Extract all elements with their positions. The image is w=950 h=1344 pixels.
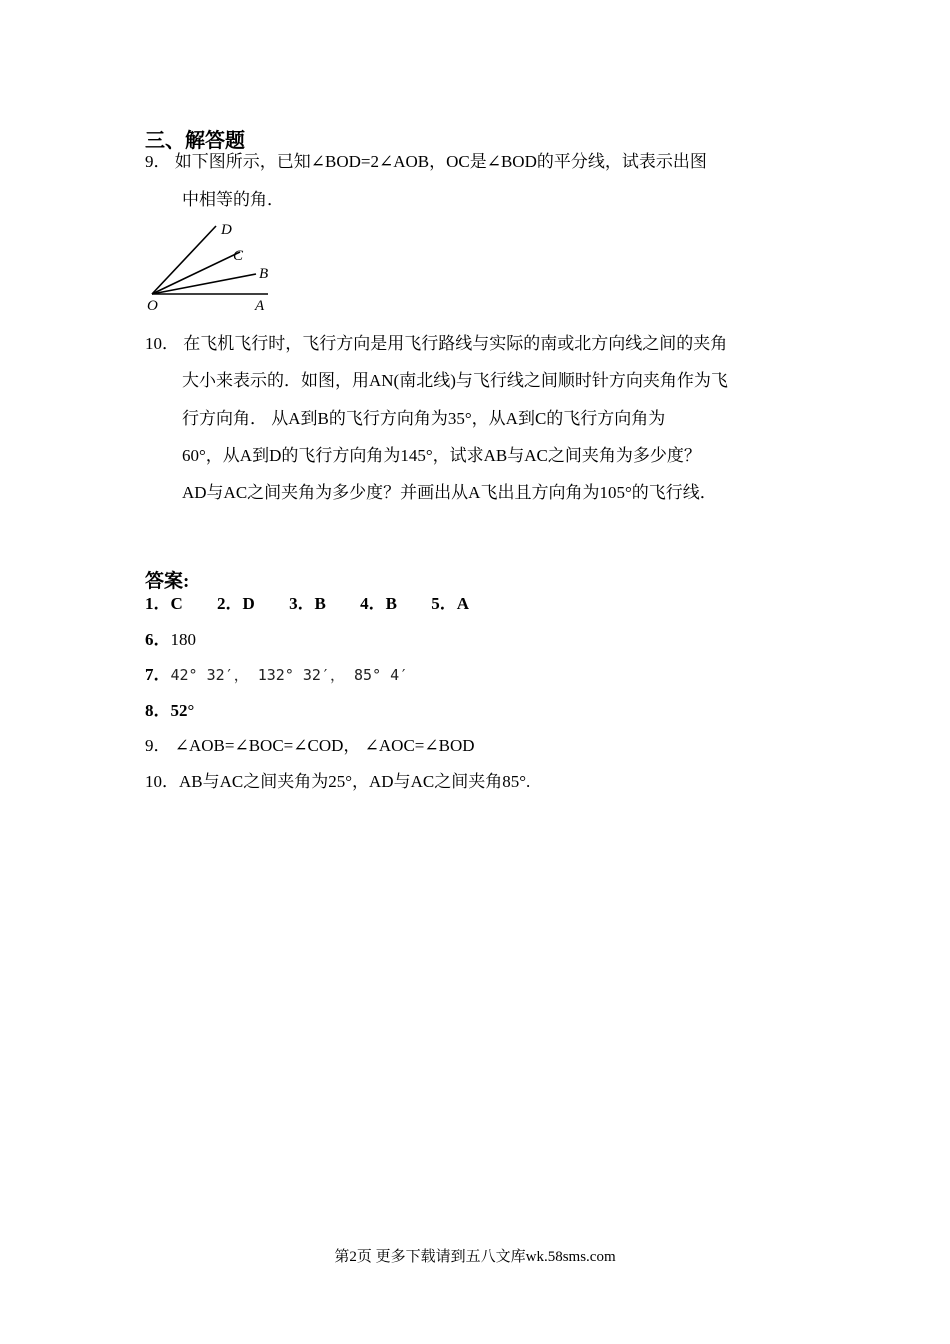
section-title: 三、解答题: [145, 130, 245, 152]
answer-7-number: 7．: [145, 665, 171, 684]
answer-4: 4．B: [360, 594, 397, 613]
label-c: C: [233, 248, 244, 264]
q10-line-3: 行方向角． 从A到B的飞行方向角为35°，从A到C的飞行方向角为: [182, 409, 666, 428]
answer-9: 9． ∠AOB=∠BOC=∠COD， ∠AOC=∠BOD: [145, 736, 475, 755]
answer-8: 8．52°: [145, 701, 195, 720]
answer-6-value: 180: [170, 630, 196, 649]
q10-line-4: 60°，从A到D的飞行方向角为145°，试求AB与AC之间夹角为多少度？: [182, 446, 701, 465]
page-footer: 第2页 更多下载请到五八文库wk.58sms.com: [334, 1249, 616, 1265]
q9-line-2: 中相等的角．: [182, 190, 284, 209]
answer-7: [145, 664, 408, 686]
answer-6-number: 6．: [145, 630, 171, 649]
q10-line-1: 10． 在飞机飞行时，飞行方向是用飞行路线与实际的南或北方向线之间的夹角: [145, 334, 728, 353]
answer-6: [145, 629, 196, 651]
label-a: A: [255, 298, 265, 314]
answer-7-value: 42° 32′， 132° 32′， 85° 4′: [170, 666, 409, 684]
label-d: D: [221, 222, 232, 238]
answer-3: 3．B: [289, 594, 326, 613]
q9-line-1: 9． 如下图所示，已知∠BOD=2∠AOB，OC是∠BOD的平分线，试表示出图: [145, 152, 707, 171]
label-o: O: [147, 298, 158, 314]
answers-title: 答案:: [145, 571, 190, 592]
angle-figure: [140, 218, 280, 314]
ray-oc: [152, 252, 240, 294]
label-b: B: [259, 266, 269, 282]
answer-10: 10．AB与AC之间夹角为25°，AD与AC之间夹角85°.: [145, 772, 531, 791]
answers-choices-row: [145, 593, 499, 615]
q10-line-2: 大小来表示的．如图，用AN(南北线)与飞行线之间顺时针方向夹角作为飞: [182, 371, 728, 390]
answer-2: 2．D: [217, 594, 255, 613]
answer-1: 1．C: [145, 594, 183, 613]
answer-5: 5．A: [431, 594, 470, 613]
q10-line-5: AD与AC之间夹角为多少度？并画出从A飞出且方向角为105°的飞行线．: [182, 483, 717, 502]
